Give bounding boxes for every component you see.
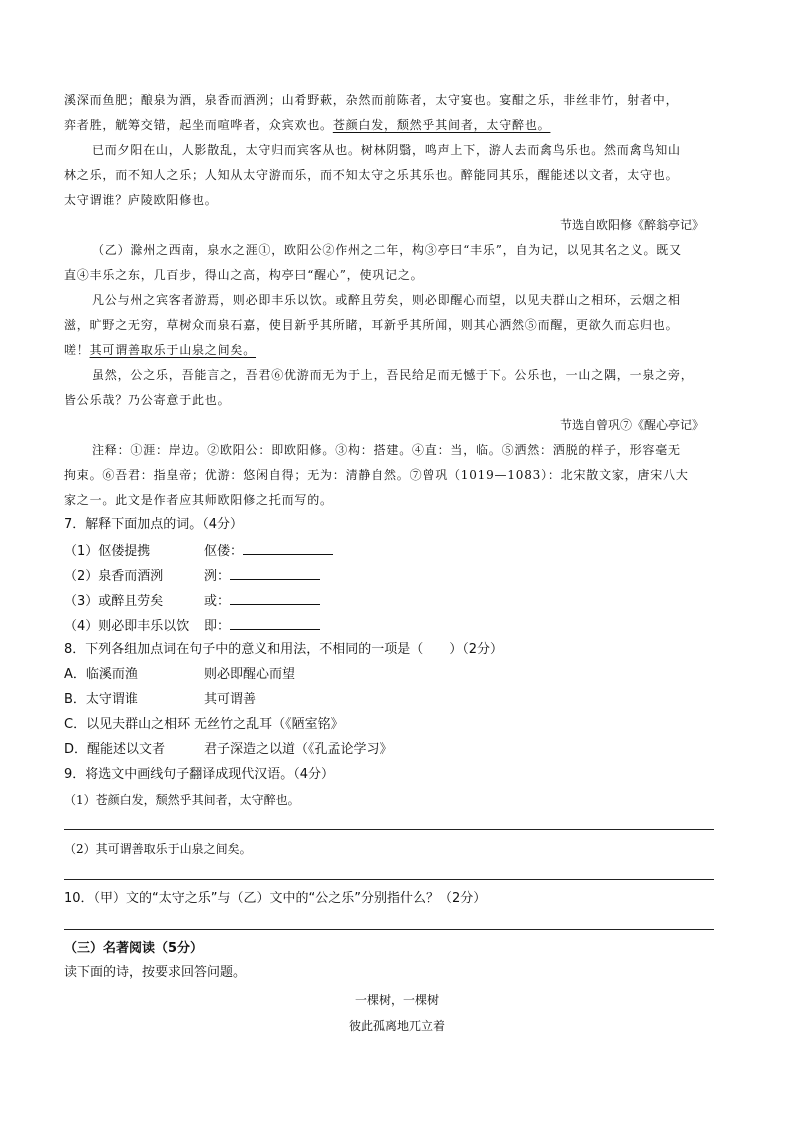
- q7-item-4-word: 即：: [204, 619, 231, 634]
- passage-b-line-1: （乙）滁州之西南，泉水之涯①，欧阳公②作州之二年，构③亭曰“丰乐”，自为记，以见其名之义。既又: [92, 243, 682, 257]
- q10-answer-line[interactable]: [64, 929, 714, 930]
- q8-option-d[interactable]: [64, 742, 393, 758]
- q8-option-a-left: A．临溪而渔: [64, 667, 138, 682]
- passage-b-line-3: 凡公与州之宾客者游焉，则必即丰乐以饮。或醉且劳矣，则必即醒心而望，以见夫群山之相环，云烟之相: [92, 293, 681, 307]
- q7-stem: 7．解释下面加点的词。（4分）: [64, 517, 244, 532]
- passage-a-line-3: 已而夕阳在山，人影散乱，太守归而宾客从也。树林阴翳，鸣声上下，游人去而禽鸟乐也。然而禽鸟知山: [92, 143, 681, 157]
- q9-sentence-1: （1）苍颜白发，颓然乎其间者，太守醉也。: [64, 793, 300, 807]
- passage-a-line-1: 溪深而鱼肥；酿泉为酒，泉香而酒洌；山肴野蔌，杂然而前陈者，太守宴也。宴酣之乐，非丝非竹，射者中，: [64, 93, 679, 107]
- q7-item-1: [64, 542, 333, 560]
- passage-b-line-6: 虽然，公之乐，吾能言之，吾君⑥优游而无为于上，吾民给足而无憾于下。公乐也，一山之隅，一泉之旁，: [92, 368, 694, 382]
- passage-b-line-5-pre: 嗟！: [64, 343, 90, 357]
- q7-item-1-sentence: （1）伛偻提携: [64, 544, 151, 559]
- q9-answer-2-line[interactable]: [64, 879, 714, 880]
- passage-a-line-2-plain: 弈者胜，觥筹交错，起坐而喧哗者，众宾欢也。: [64, 118, 333, 132]
- poem-line-2: 彼此孤离地兀立着: [348, 1019, 445, 1033]
- q8-option-b-right: 其可谓善: [204, 692, 257, 707]
- q7-item-1-word: 伛偻：: [204, 544, 244, 559]
- q8-option-c[interactable]: [64, 717, 344, 733]
- q9-answer-1-line[interactable]: [64, 829, 714, 830]
- notes-line-3: 家之一。此文是作者应其师欧阳修之托而写的。: [64, 493, 333, 507]
- q8-option-d-left: D．醒能述以文者: [64, 742, 166, 757]
- section3-instruction: 读下面的诗，按要求回答问题。: [64, 965, 247, 980]
- q10-stem: 10．（甲）文的“太守之乐”与（乙）文中的“公之乐”分别指什么？（2分）: [64, 891, 487, 906]
- q7-item-2: [64, 567, 320, 585]
- q8-option-b-left: B．太守谓谁: [64, 692, 138, 707]
- passage-a-source: 节选自欧阳修《醉翁亭记》: [560, 218, 705, 232]
- notes-line-2: 拘束。⑥吾君：指皇帝；优游：悠闲自得；无为：清静自然。⑦曾巩（1019—1083）：北宋散文家，唐宋八大: [64, 468, 689, 482]
- q8-option-b[interactable]: [64, 692, 256, 708]
- passage-a-line-2: [64, 117, 550, 133]
- q7-answer-3-blank[interactable]: [230, 592, 320, 605]
- q9-sentence-2: （2）其可谓善取乐于山泉之间矣。: [64, 842, 252, 856]
- passage-b-line-2: 直④丰乐之东，几百步，得山之高，构亭曰“醒心”，使巩记之。: [64, 268, 424, 282]
- passage-b-line-5: [64, 342, 256, 358]
- q7-answer-2-blank[interactable]: [230, 567, 320, 580]
- q7-answer-1-blank[interactable]: [243, 542, 333, 555]
- q7-item-3-word: 或：: [204, 594, 231, 609]
- q7-item-4: [64, 617, 320, 635]
- q7-item-2-sentence: （2）泉香而酒洌: [64, 569, 164, 584]
- q7-answer-4-blank[interactable]: [230, 617, 320, 630]
- q9-stem: 9．将选文中画线句子翻译成现代汉语。（4分）: [64, 767, 335, 782]
- passage-a-line-4: 林之乐，而不知人之乐；人知从太守游而乐，而不知太守之乐其乐也。醉能同其乐，醒能述以文者，太守也。: [64, 168, 679, 182]
- passage-b-line-4: 滋，旷野之无穷，草树众而泉石嘉，使目新乎其所睹，耳新乎其所闻，则其心洒然⑤而醒，更欲久而忘归也。: [64, 318, 679, 332]
- q7-item-3-sentence: （3）或醉且劳矣: [64, 594, 164, 609]
- passage-b-underlined-sentence: 其可谓善取乐于山泉之间矣。: [89, 343, 257, 357]
- q8-option-c-right: 无丝竹之乱耳（《陋室铭》: [194, 717, 344, 732]
- q8-option-a-right: 则必即醒心而望: [204, 667, 296, 682]
- notes-line-1: 注释：①涯：岸边。②欧阳公：即欧阳修。③构：搭建。④直：当，临。⑤洒然：洒脱的样子，形容毫无: [92, 443, 681, 457]
- q8-stem: 8．下列各组加点词在句子中的意义和用法，不相同的一项是（ ）（2分）: [64, 642, 504, 657]
- passage-b-line-7: 皆公乐哉？乃公寄意于此也。: [64, 393, 231, 407]
- passage-a-underlined-sentence: 苍颜白发，颓然乎其间者，太守醉也。: [332, 118, 551, 132]
- q7-item-4-sentence: （4）则必即丰乐以饮: [64, 619, 190, 634]
- q7-item-3: [64, 592, 320, 610]
- q8-option-c-left: C．以见夫群山之相环: [64, 717, 191, 732]
- q7-item-2-word: 洌：: [204, 569, 231, 584]
- q8-option-d-right: 君子深造之以道（《孔孟论学习》: [204, 742, 393, 757]
- section3-heading: （三）名著阅读（5分）: [64, 941, 204, 956]
- passage-a-line-5: 太守谓谁？庐陵欧阳修也。: [64, 193, 218, 207]
- q8-option-a[interactable]: [64, 667, 295, 683]
- poem-line-1: 一棵树，一棵树: [354, 993, 439, 1007]
- passage-b-source: 节选自曾巩⑦《醒心亭记》: [560, 418, 705, 432]
